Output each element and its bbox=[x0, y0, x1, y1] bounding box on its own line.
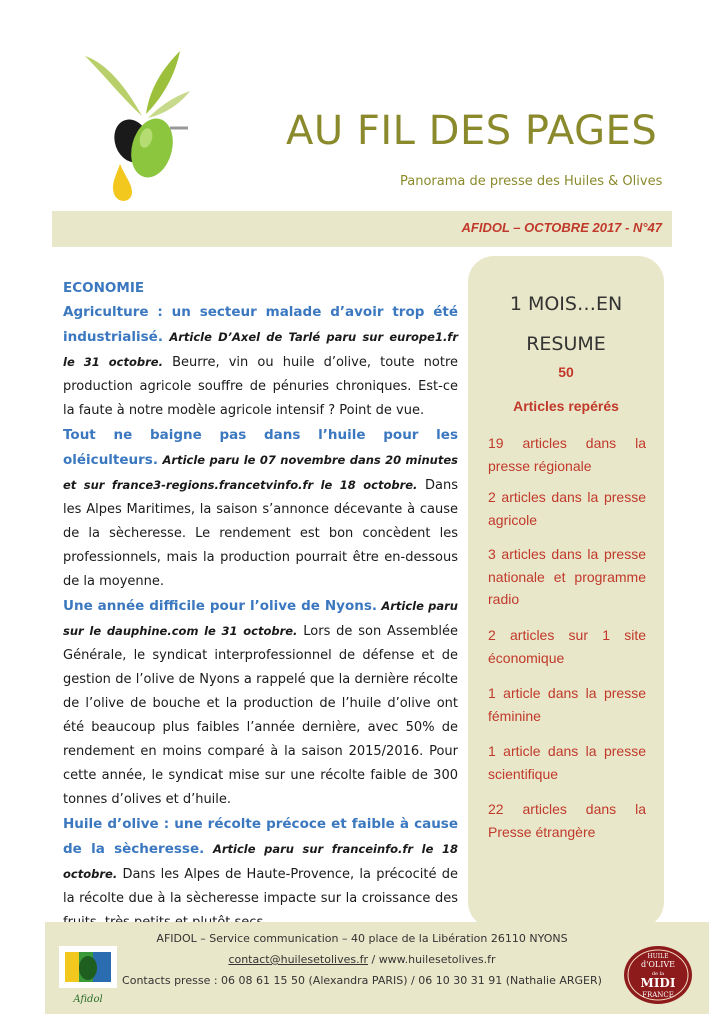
summary-item: 1 article dans la presse scientifique bbox=[488, 743, 646, 782]
summary-item: 2 articles dans la presse agricole bbox=[488, 489, 646, 528]
svg-text:de la: de la bbox=[651, 971, 665, 977]
article-source: Article D’Axel de Tarlé paru sur europe1.fr le 31 octobre. bbox=[63, 330, 458, 369]
sidebar-title bbox=[468, 284, 664, 364]
footer-separator: / bbox=[367, 953, 379, 966]
svg-text:d'OLIVE: d'OLIVE bbox=[641, 960, 675, 969]
svg-text:MIDI: MIDI bbox=[640, 976, 676, 990]
footer-email-link[interactable]: contact@huilesetolives.fr bbox=[228, 953, 368, 966]
article-1 bbox=[63, 300, 458, 423]
sidebar-title-line1: 1 MOIS…EN bbox=[509, 293, 623, 315]
article-count-label: Articles repérés bbox=[513, 398, 619, 414]
olive-logo bbox=[80, 46, 200, 206]
article-4 bbox=[63, 812, 458, 935]
issue-band bbox=[52, 211, 672, 247]
article-3 bbox=[63, 594, 458, 812]
article-headline: Tout ne baigne pas dans l’huile pour les oléiculteurs. bbox=[63, 427, 458, 468]
summary-item: 1 article dans la presse féminine bbox=[488, 685, 646, 724]
article-headline: Agriculture : un secteur malade d’avoir trop été industrialisé. bbox=[63, 304, 458, 345]
article-source: Article paru sur franceinfo.fr le 18 octobre. bbox=[63, 842, 458, 881]
article-source: Article paru le 07 novembre dans 20 minutes et sur france3-regions.francetvinfo.fr le 18 octobre. bbox=[63, 453, 458, 492]
summary-sidebar bbox=[468, 256, 664, 928]
article-body: Lors de son Assemblée Générale, le syndicat interprofessionnel de défense et de gestion de l’olive de Nyons a rappelé que la dernière récolte de l’olive de bouche et la production de l’huile d’olive ont été beaucoup plus faibles l’année dernière, avec 50% de rendement en moins comparé à la saison 2015/2016. Pour cette année, le syndicat mise sur une récolte faible de 300 tonnes d’olives et d’huile. bbox=[63, 624, 458, 807]
svg-text:FRANCE: FRANCE bbox=[642, 991, 674, 999]
summary-item: 22 articles dans la Presse étrangère bbox=[488, 801, 646, 840]
afidol-logo-text: Afidol bbox=[73, 994, 103, 1005]
footer-address: AFIDOL – Service communication – 40 place de la Libération 26110 NYONS bbox=[156, 932, 568, 945]
issue-label: AFIDOL – OCTOBRE 2017 - N°47 bbox=[461, 220, 662, 235]
svg-text:HUILE: HUILE bbox=[647, 953, 669, 960]
section-title: ECONOMIE bbox=[63, 280, 145, 296]
summary-item: 19 articles dans la presse régionale bbox=[488, 435, 646, 474]
summary-item: 3 articles dans la presse nationale et programme radio bbox=[488, 546, 646, 607]
article-count: 50 bbox=[558, 364, 574, 380]
article-body: Dans les Alpes de Haute-Provence, la précocité de la récolte due à la sècheresse impacte sur la croissance des bbox=[63, 867, 458, 906]
summary-item: 2 articles sur 1 site économique bbox=[488, 627, 646, 666]
main-column bbox=[63, 276, 458, 935]
article-headline: Une année difficile pour l’olive de Nyons. bbox=[63, 598, 378, 614]
footer-contacts: Contacts presse : 06 08 61 15 50 (Alexandra PARIS) / 06 10 30 31 91 (Nathalie ARGER) bbox=[122, 974, 602, 987]
article-body: Dans les Alpes Maritimes, la saison s’annonce décevante à cause de la sècheresse. Le rendement est bon concèdent les professionnels, mais la production pourrait être en-dessous de la moyenne. bbox=[63, 478, 458, 589]
article-source: Article paru sur le dauphine.com le 31 octobre. bbox=[63, 599, 458, 638]
page-title: AU FIL DES PAGES bbox=[286, 108, 658, 154]
midi-france-logo bbox=[622, 944, 694, 1006]
article-body: Beurre, vin ou huile d’olive, toute notre production agricole souffre de pénuries chroniques. Est-ce la faute à notre modèle agricole intensif ? Point de vue. bbox=[63, 355, 458, 418]
article-2 bbox=[63, 423, 458, 594]
sidebar-title-line2: RESUME bbox=[526, 333, 606, 355]
afidol-logo bbox=[55, 944, 121, 1008]
page-subtitle: Panorama de presse des Huiles & Olives bbox=[400, 174, 663, 189]
article-headline: Huile d’olive : une récolte précoce et faible à cause de la sècheresse. bbox=[63, 816, 458, 857]
footer-website-link[interactable]: www.huilesetolives.fr bbox=[378, 953, 496, 966]
